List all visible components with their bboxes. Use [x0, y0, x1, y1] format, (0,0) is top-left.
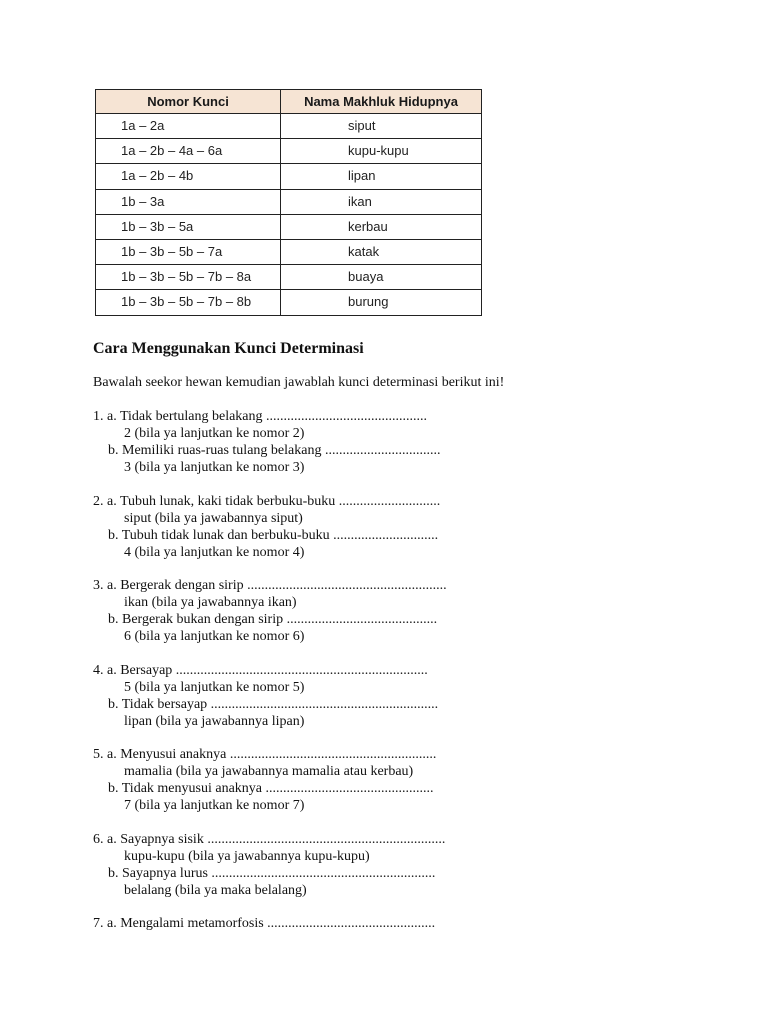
- step-option-a: 4. a. Bersayap ........................................................................: [93, 662, 428, 678]
- step-option-b-result: 3 (bila ya lanjutkan ke nomor 3): [124, 460, 305, 475]
- step-option-b-result: 7 (bila ya lanjutkan ke nomor 7): [124, 798, 305, 813]
- step-3: [93, 577, 693, 645]
- step-5: [93, 746, 693, 814]
- step-option-b: b. Tidak menyusui anaknya ................................................: [108, 781, 434, 796]
- organism-name-cell: siput: [281, 114, 482, 139]
- intro-paragraph: Bawalah seekor hewan kemudian jawablah kunci determinasi berikut ini!: [93, 375, 505, 390]
- organism-name-cell: buaya: [281, 265, 482, 290]
- step-option-b-result: 6 (bila ya lanjutkan ke nomor 6): [124, 629, 305, 644]
- step-2: [93, 493, 693, 561]
- table-row: [96, 290, 482, 315]
- organism-name-cell: burung: [281, 290, 482, 315]
- step-option-a-result: ikan (bila ya jawabannya ikan): [124, 595, 297, 610]
- step-4: [93, 662, 693, 730]
- table-row: [96, 189, 482, 214]
- step-option-a-result: mamalia (bila ya jawabannya mamalia atau kerbau): [124, 764, 414, 779]
- step-1: [93, 408, 693, 476]
- table-row: [96, 214, 482, 239]
- step-7: [93, 915, 693, 932]
- organism-name-cell: katak: [281, 239, 482, 264]
- section-heading: Cara Menggunakan Kunci Determinasi: [93, 340, 364, 357]
- table-row: [96, 265, 482, 290]
- organism-name-cell: kerbau: [281, 214, 482, 239]
- key-number-cell: 1a – 2b – 4a – 6a: [96, 139, 281, 164]
- key-number-cell: 1b – 3b – 5a: [96, 214, 281, 239]
- step-option-a: 5. a. Menyusui anaknya ...........................................................: [93, 747, 437, 762]
- step-option-b-result: belalang (bila ya maka belalang): [124, 882, 307, 898]
- step-option-a: 1. a. Tidak bertulang belakang ..............................................: [93, 409, 428, 424]
- step-option-a: 3. a. Bergerak dengan sirip .........................................................: [93, 578, 447, 593]
- step-option-a-result: siput (bila ya jawabannya siput): [124, 510, 303, 526]
- table-row: [96, 114, 482, 139]
- step-option-b: b. Tubuh tidak lunak dan berbuku-buku ..............................: [108, 527, 439, 543]
- step-option-a-result: kupu-kupu (bila ya jawabannya kupu-kupu): [124, 848, 370, 864]
- step-option-b: b. Sayapnya lurus ................................................................: [108, 865, 436, 881]
- key-number-cell: 1b – 3a: [96, 189, 281, 214]
- table-header-row: [96, 90, 482, 114]
- column-header-key-number: Nomor Kunci: [96, 90, 281, 114]
- key-number-cell: 1b – 3b – 5b – 7b – 8b: [96, 290, 281, 315]
- step-option-a: 6. a. Sayapnya sisik ....................................................................: [93, 831, 446, 847]
- step-option-a-result: 2 (bila ya lanjutkan ke nomor 2): [124, 426, 305, 441]
- step-option-a: 2. a. Tubuh lunak, kaki tidak berbuku-buku .............................: [93, 493, 441, 509]
- step-6: [93, 831, 693, 899]
- key-number-cell: 1a – 2b – 4b: [96, 164, 281, 189]
- step-option-b-result: lipan (bila ya jawabannya lipan): [124, 713, 305, 729]
- determination-key-table: [95, 89, 482, 316]
- step-option-b: b. Bergerak bukan dengan sirip ...........................................: [108, 612, 438, 627]
- table-row: [96, 239, 482, 264]
- determination-steps: [93, 408, 693, 949]
- key-number-cell: 1b – 3b – 5b – 7a: [96, 239, 281, 264]
- table-row: [96, 164, 482, 189]
- table-row: [96, 139, 482, 164]
- step-option-a-result: 5 (bila ya lanjutkan ke nomor 5): [124, 679, 305, 695]
- step-option-b-result: 4 (bila ya lanjutkan ke nomor 4): [124, 544, 305, 560]
- step-option-a: 7. a. Mengalami metamorfosis ................................................: [93, 916, 436, 931]
- organism-name-cell: kupu-kupu: [281, 139, 482, 164]
- column-header-organism-name: Nama Makhluk Hidupnya: [281, 90, 482, 114]
- step-option-b: b. Memiliki ruas-ruas tulang belakang .................................: [108, 443, 441, 458]
- step-option-b: b. Tidak bersayap .................................................................: [108, 696, 439, 712]
- key-number-cell: 1b – 3b – 5b – 7b – 8a: [96, 265, 281, 290]
- key-number-cell: 1a – 2a: [96, 114, 281, 139]
- organism-name-cell: ikan: [281, 189, 482, 214]
- organism-name-cell: lipan: [281, 164, 482, 189]
